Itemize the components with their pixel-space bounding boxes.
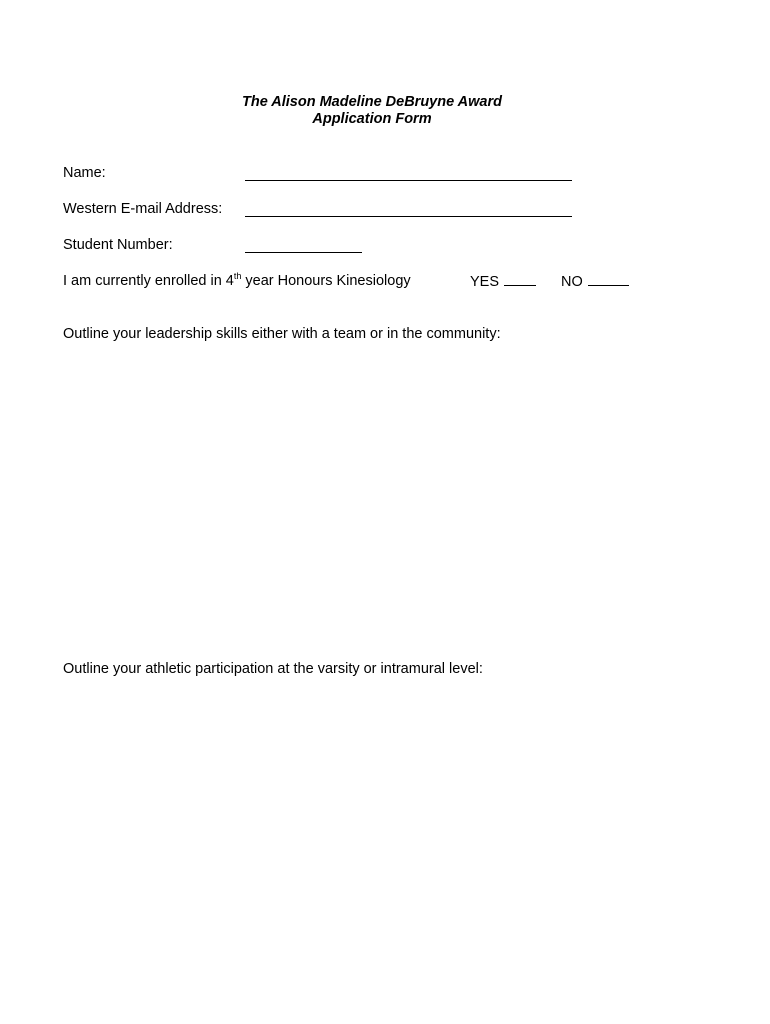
form-title: The Alison Madeline DeBruyne Award	[242, 94, 502, 110]
name-field-line[interactable]	[245, 180, 572, 181]
yes-label: YES	[470, 274, 500, 290]
enrollment-statement	[63, 273, 411, 290]
email-label: Western E-mail Address:	[63, 201, 223, 217]
athletic-question: Outline your athletic participation at the varsity or intramural level:	[63, 661, 483, 677]
yes-option	[470, 273, 536, 291]
yes-blank[interactable]	[504, 273, 536, 286]
email-field-line[interactable]	[245, 216, 572, 217]
enrollment-prefix: I am currently enrolled in 4	[63, 273, 234, 289]
student-number-field-line[interactable]	[245, 252, 362, 253]
no-blank[interactable]	[588, 273, 629, 286]
no-label: NO	[561, 274, 583, 290]
name-label: Name:	[63, 165, 106, 181]
leadership-question: Outline your leadership skills either with a team or in the community:	[63, 326, 501, 342]
enrollment-superscript: th	[233, 271, 242, 282]
student-number-label: Student Number:	[63, 237, 173, 253]
enrollment-suffix: year Honours Kinesiology	[241, 273, 411, 289]
form-subtitle: Application Form	[312, 111, 432, 127]
no-option	[561, 273, 629, 291]
